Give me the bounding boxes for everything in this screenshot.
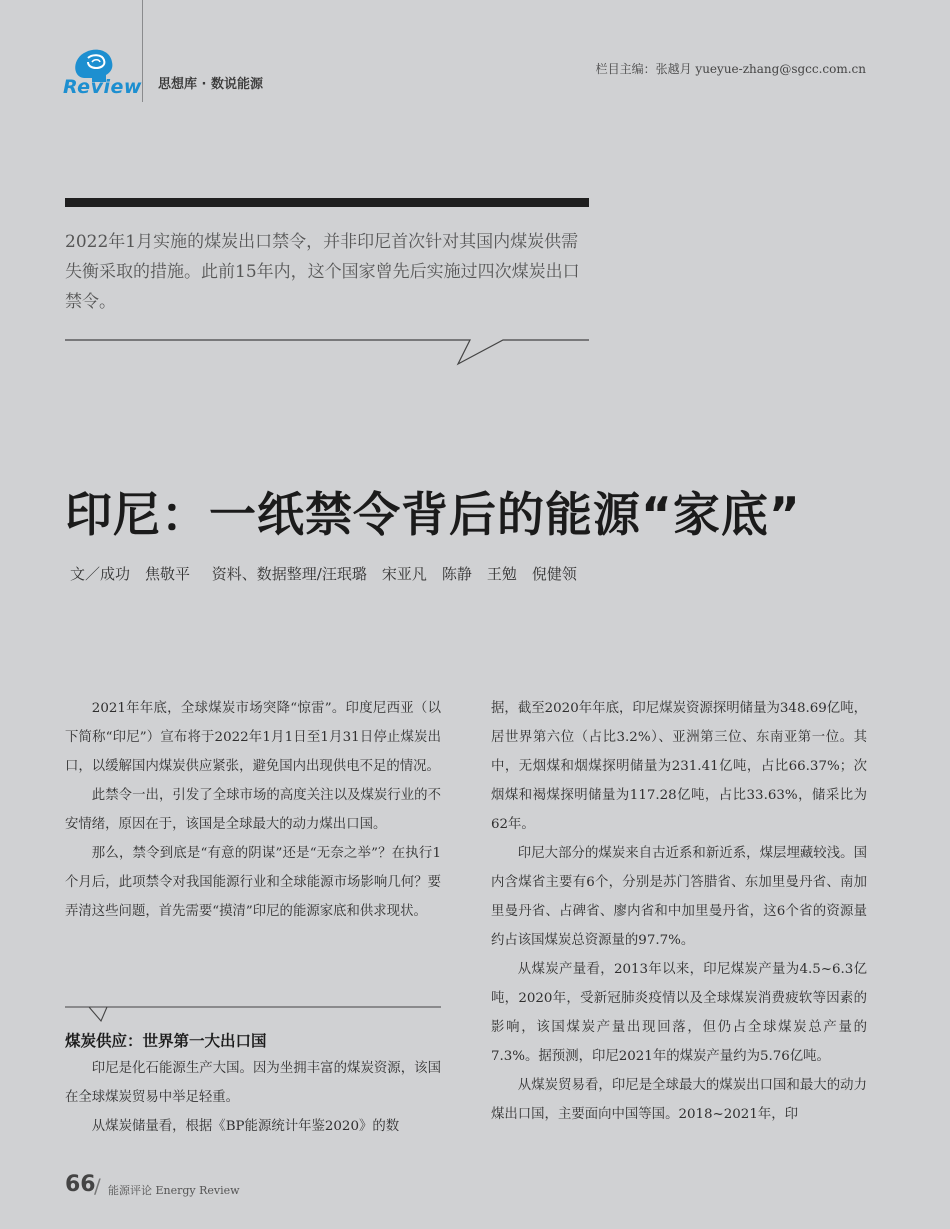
article-title: 印尼：一纸禁令背后的能源“家底”	[65, 488, 801, 543]
page-number: 66	[65, 1172, 96, 1197]
column-editor: 栏目主编：张越月 yueyue-zhang@sgcc.com.cn	[595, 62, 866, 76]
section-separator-line	[65, 1003, 441, 1023]
review-logo-word: Review	[63, 76, 142, 98]
left-column-continued	[65, 1054, 441, 1141]
paragraph-continuation: 据，截至2020年年底，印尼煤炭资源探明储量为348.69亿吨，居世界第六位（占比3.2%）、亚洲第三位、东南亚第一位。其中，无烟煤和烟煤探明储量为231.41亿吨，占比66.37%；次烟煤和褐煤探明储量为117.28亿吨，占比33.63%，储采比为62年。	[491, 701, 867, 832]
paragraph: 印尼大部分的煤炭来自古近系和新近系，煤层埋藏较浅。国内含煤省主要有6个，分别是苏门答腊省、东加里曼丹省、南加里曼丹省、占碑省、廖内省和中加里曼丹省，这6个省的资源量约占该国煤炭总资源量的97.7%。	[491, 846, 867, 948]
left-column	[65, 694, 441, 926]
footer-slash: /	[94, 1174, 101, 1198]
paragraph: 印尼是化石能源生产大国。因为坐拥丰富的煤炭资源，该国在全球煤炭贸易中举足轻重。	[65, 1061, 441, 1105]
paragraph: 从煤炭贸易看，印尼是全球最大的煤炭出口国和最大的动力煤出口国，主要面向中国等国。2018~2021年，印	[491, 1078, 867, 1122]
speech-bubble-line	[65, 338, 589, 368]
paragraph: 2021年年底，全球煤炭市场突降“惊雷”。印度尼西亚（以下简称“印尼”）宣布将于2022年1月1日至1月31日停止煤炭出口，以缓解国内煤炭供应紧张，避免国内出现供电不足的情况。	[65, 701, 441, 774]
byline: 文／成功 焦敬平 资料、数据整理/汪珉璐 宋亚凡 陈静 王勉 倪健领	[70, 565, 577, 583]
intro-summary: 2022年1月实施的煤炭出口禁令，并非印尼首次针对其国内煤炭供需失衡采取的措施。此前15年内，这个国家曾先后实施过四次煤炭出口禁令。	[65, 232, 580, 312]
intro-top-bar	[65, 198, 589, 207]
paragraph: 从煤炭储量看，根据《BP能源统计年鉴2020》的数	[91, 1119, 400, 1134]
paragraph: 此禁令一出，引发了全球市场的高度关注以及煤炭行业的不安情绪，原因在于，该国是全球最大的动力煤出口国。	[65, 788, 441, 832]
header-divider	[142, 0, 143, 102]
section-label: 思想库 · 数说能源	[158, 77, 263, 92]
magazine-name: 能源评论 Energy Review	[108, 1184, 240, 1197]
subheading: 煤炭供应：世界第一大出口国	[65, 1032, 267, 1050]
right-column	[491, 694, 867, 1129]
paragraph: 那么，禁令到底是“有意的阴谋”还是“无奈之举”？在执行1个月后，此项禁令对我国能源行业和全球能源市场影响几何？要弄清这些问题，首先需要“摸清”印尼的能源家底和供求现状。	[65, 846, 441, 919]
paragraph: 从煤炭产量看，2013年以来，印尼煤炭产量为4.5~6.3亿吨，2020年，受新冠肺炎疫情以及全球煤炭消费疲软等因素的影响，该国煤炭产量出现回落，但仍占全球煤炭总产量的7.3%。据预测，印尼2021年的煤炭产量约为5.76亿吨。	[491, 962, 867, 1064]
